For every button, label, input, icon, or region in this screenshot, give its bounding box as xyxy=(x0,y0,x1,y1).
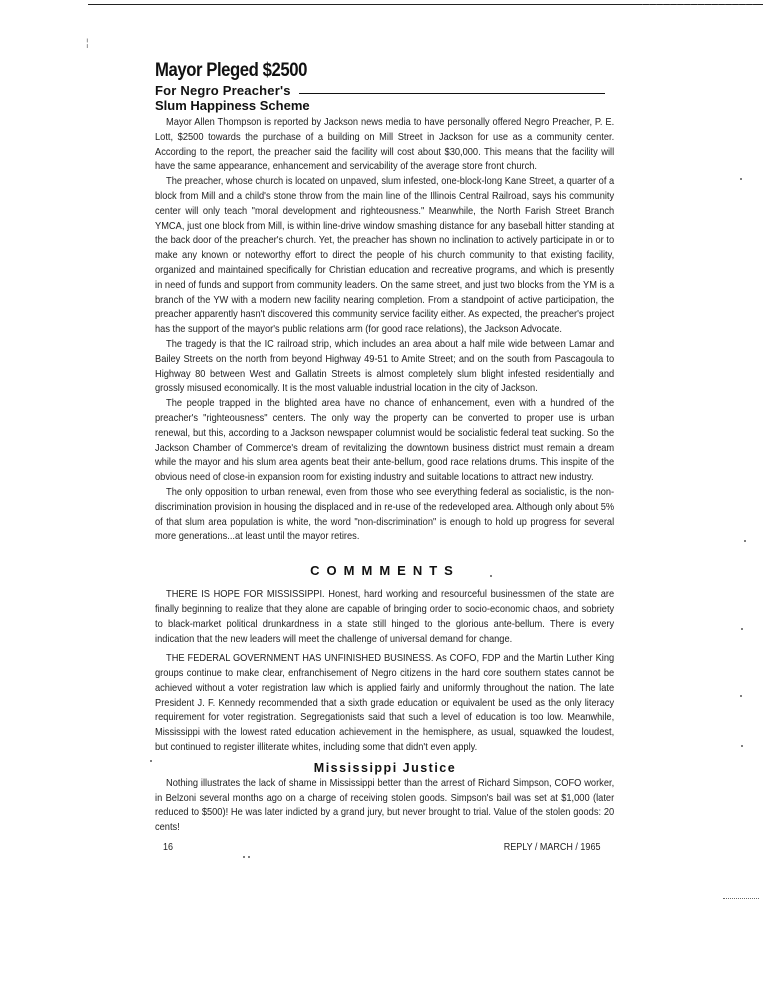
top-edge-dots: · · · · · · · · · · · · · · · · · xyxy=(641,0,755,9)
bottom-edge-rule xyxy=(723,898,759,899)
comments-paragraph: THE FEDERAL GOVERNMENT HAS UNFINISHED BUSINESS. As COFO, FDP and the Martin Luther King groups continue to make clear, enfranchisement of Negro citizens in the hard core southern states cannot be achieved without a voter registration law which is applied fairly and uniformly throughout the nation. The late President J. F. Kennedy recommended that a sixth grade education or equivalent be used as the only literacy requirement for voter registration. Segregationists said that such a level of education is too low. Meanwhile, Mississippi with the lowest rated education achievement in the hemisphere, as usual, squawked the loudest, but continued to register illiterate whites, including some that didn't even apply. xyxy=(155,653,615,754)
article-subhead: For Negro Preacher's xyxy=(155,83,291,98)
scan-speck xyxy=(490,575,492,577)
justice-section xyxy=(155,761,615,836)
issue-label: REPLY / MARCH / 1965 xyxy=(503,842,600,853)
page-footer xyxy=(163,842,600,853)
justice-heading: Mississippi Justice xyxy=(313,760,457,775)
subhead-rule xyxy=(299,93,605,94)
justice-paragraph: Nothing illustrates the lack of shame in Mississippi better than the arrest of Richard Simpson, COFO worker, in Belzoni several months ago on a charge of receiving stolen goods. Simpson's bail was set at $1,000 (later reduced to $500)! He was later indicted by a grand jury, but never brought to trial. Value of the stolen goods: 20 cents! xyxy=(155,777,615,834)
article-body xyxy=(155,116,615,545)
comments-paragraph: THERE IS HOPE FOR MISSISSIPPI. Honest, hard working and resourceful businessmen of the state are finally beginning to realize that they alone are capable of bringing order to socio-economic chaos, and sobriety to black-market political drunkardness in a state still hinged to the glorious ante-bellum. There is every indication that the new leaders will meet the challenge of universal demand for change. xyxy=(155,589,615,645)
scan-speck xyxy=(150,760,152,762)
scan-speck xyxy=(740,695,742,697)
subhead-row xyxy=(155,83,615,98)
article-subhead-2: Slum Happiness Scheme xyxy=(155,98,310,113)
article-paragraph: The people trapped in the blighted area have no chance of enhancement, even with a hundred of the preacher's "righteousness" centers. The only way the property can be converted to proper use is urban renewal, but this, according to a Jackson newspaper columnist would be socialistic federal teat sucking. So the Jackson Chamber of Commerce's dream of revitalizing the downtown business district must remain a dream while the mayor and his slum area agents beat their ante-bellum, good race relations drums. This inspite of the obvious need of close-in expansion room for existing industry and suitable locations to attract new industry. xyxy=(155,398,615,484)
article-paragraph: The only opposition to urban renewal, even from those who see everything federal as socialistic, is the non-discrimination provision in housing the displaced and in re-use of the redeveloped area. Although only about 5% of that slum area population is white, the word "non-discrimination" is enough to hold up progress for several more generations...at least until the mayor retires. xyxy=(155,486,615,543)
page-number: 16 xyxy=(163,842,174,853)
scan-speck xyxy=(741,628,743,630)
comments-body xyxy=(155,588,615,756)
justice-body xyxy=(155,777,615,836)
article xyxy=(155,60,615,836)
article-paragraph: The tragedy is that the IC railroad strip, which includes an area about a half mile wide between Lamar and Bailey Streets on the north from beyond Highway 49-51 to Amite Street; and on the south from Pascagoula to Highway 80 between West and Gallatin Streets is almost completely slum blight infested residentially and grossly misused economically. It is the most valuable industrial location in the city of Jackson. xyxy=(155,338,615,395)
scan-speck xyxy=(248,856,250,858)
article-paragraph: Mayor Allen Thompson is reported by Jackson news media to have personally offered Negro Preacher, P. E. Lott, $2500 towards the purchase of a building on Mill Street in Jackson for use as a community center. According to the report, the preacher said the facility will cost about $30,000. This means that the facility will have the same appearance, enhancement and servicability of the average store front church. xyxy=(155,117,615,173)
article-headline: Mayor Pleged $2500 xyxy=(155,60,307,81)
scan-speck xyxy=(744,540,746,542)
comments-section xyxy=(155,563,615,756)
scan-speck xyxy=(741,745,743,747)
article-paragraph: The preacher, whose church is located on unpaved, slum infested, one-block-long Kane Street, a quarter of a block from Mill and a child's stone throw from the main line of the Illinois Central Railroad, says his community center will only teach "moral development and righteousness." Meanwhile, the North Farish Street Branch YMCA, just one block from Mill, is within line-drive window smashing distance for any baseball hitter standing at the back door of the preacher's church. Yet, the preacher has shown no inclination to actively participate in or to make any known or noteworthy effort to direct the people of his church community to that existing facility, organized and maintained specifically for Christian education and recreative programs, and which is presently in need of funds and support from community leaders. On the same street, and just two blocks from the YM is a branch of the YW with a modern new facility nearing completion. From a standpoint of active participation, the preacher apparently hasn't discovered this community service facility either. As expected, the preacher's project has the support of the mayor's public relations arm (for good race relations), the Jackson Advocate. xyxy=(155,176,615,336)
comments-heading: COMMMENTS xyxy=(310,563,460,579)
scan-speck xyxy=(243,856,245,858)
scan-speck xyxy=(740,178,742,180)
margin-mark: ¦ xyxy=(86,38,89,49)
